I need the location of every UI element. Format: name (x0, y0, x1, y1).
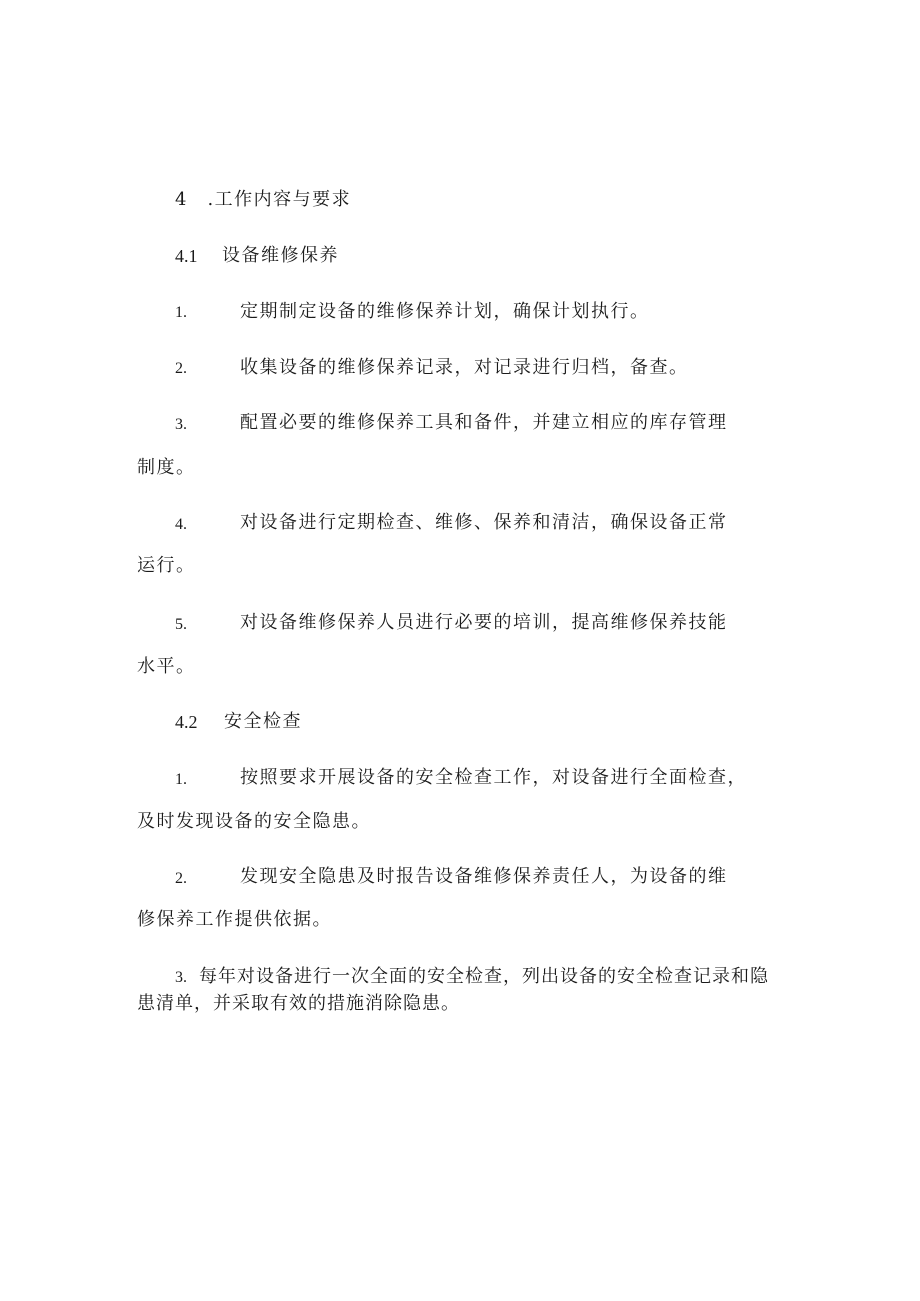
list-item-number: 4. (175, 516, 187, 533)
list-item-number: 2. (175, 870, 187, 887)
list-item-text: 发现安全隐患及时报告设备维修保养责任人，为设备的维 (240, 866, 728, 887)
list-item-number: 5. (175, 616, 187, 633)
list-item-text: 对设备进行定期检查、维修、保养和清洁，确保设备正常 (240, 512, 728, 533)
list-item-text: 按照要求开展设备的安全检查工作，对设备进行全面检查， (240, 767, 747, 788)
subsection-number: 4.1 (175, 246, 198, 266)
section-heading: 4 .工作内容与要求 (175, 189, 352, 210)
list-item-number: 1. (175, 771, 187, 788)
list-item-text: 每年对设备进行一次全面的安全检查，列出设备的安全检查记录和隐 (199, 966, 769, 987)
list-item-number: 3. (175, 416, 187, 433)
subsection-title: 设备维修保养 (222, 245, 339, 266)
subsection-number: 4.2 (175, 712, 198, 732)
list-item-number: 1. (175, 304, 187, 321)
list-item-text: 定期制定设备的维修保养计划，确保计划执行。 (240, 301, 650, 322)
list-item-continuation: 水平。 (137, 656, 196, 677)
list-item-number: 3. (175, 969, 187, 986)
list-item-continuation: 患清单，并采取有效的措施消除隐患。 (137, 993, 460, 1014)
list-item-number: 2. (175, 360, 187, 377)
list-item-continuation: 及时发现设备的安全隐患。 (137, 811, 371, 832)
list-item-text: 配置必要的维修保养工具和备件，并建立相应的库存管理 (240, 412, 728, 433)
list-item-text: 对设备维修保养人员进行必要的培训，提高维修保养技能 (240, 612, 728, 633)
subsection-title: 安全检查 (224, 711, 302, 732)
list-item-continuation: 运行。 (137, 555, 196, 576)
list-item-continuation: 制度。 (137, 457, 196, 478)
list-item-continuation: 修保养工作提供依据。 (137, 909, 332, 930)
list-item-text: 收集设备的维修保养记录，对记录进行归档，备查。 (240, 357, 689, 378)
